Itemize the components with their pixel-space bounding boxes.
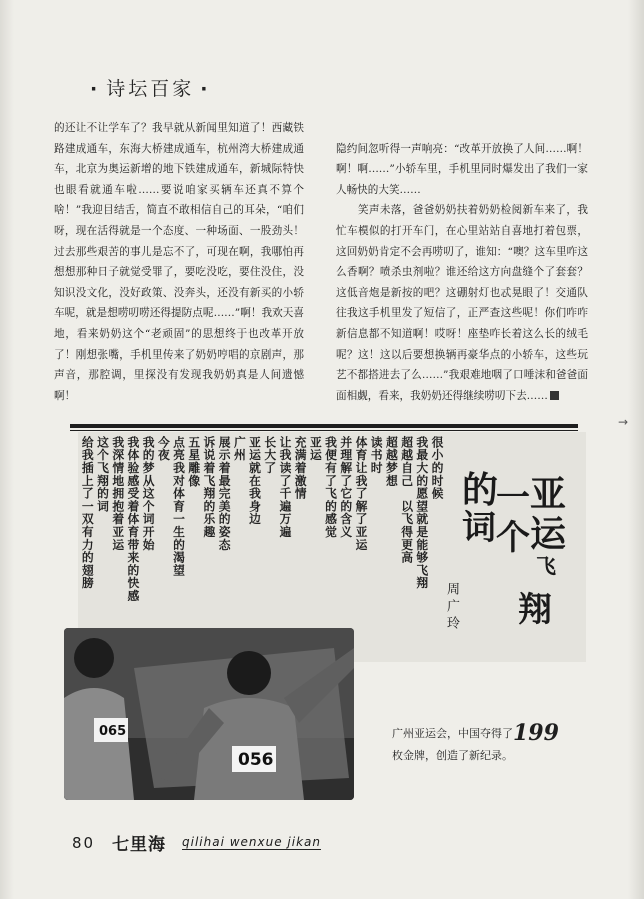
bib-left: 065 xyxy=(99,724,127,739)
athletes-photo xyxy=(64,628,354,800)
poem-line: 亚运就在我身边 xyxy=(247,436,262,526)
poem-line: 体育让我了解了亚运 xyxy=(353,436,368,552)
poem-line: 五星雕像 xyxy=(186,436,201,488)
title-char: 运 xyxy=(530,513,567,555)
section-title-text: 诗坛百家 xyxy=(106,78,195,100)
poem-line: 我体验感受着体育带来的快感 xyxy=(125,436,140,603)
article-left-text: 的还让不让学车了？我早就从新闻里知道了！西藏铁路建成通车，东海大桥建成通车，杭州湾大桥建成通车，北京为奥运新增的地下铁建成通车，新城际特快也眼看就通车啦……要说咱家买辆车还真不算个啥！”我迎目结舌，简直不敢相信自己的耳朵，“咱们呀，现在活得就是一个态度、一种场面、一股劲头！过去那些艰苦的事儿是忘不了，可现在啊，我哪怕再想想那种日子就觉受罪了，要吃没吃，要住没住，没知识没文化，没好政策、没奔头，还没有新买的小轿车呢，就是想唠叨唠还得提防点呢……”啊！我欢天喜地，看来奶奶这个“老顽固”的思想终于也改革开放了！刚想张嘴，手机里传来了奶奶哼唱的京剧声，那声音，那腔调，里探没有发现我奶奶真是人间遗憾啊！ xyxy=(54,122,304,402)
poem-line: 充满着激情 xyxy=(293,436,308,500)
margin-mark: → xyxy=(618,415,629,429)
photo-caption xyxy=(392,722,592,767)
poem-body xyxy=(80,436,444,656)
poem-line: 给我插上了一双有力的翅膀 xyxy=(80,436,95,590)
caption-text-after: 枚金牌，创造了新纪录。 xyxy=(392,749,513,762)
poem-line: 点亮我对体育一生的渴望 xyxy=(171,436,186,577)
poem-line: 超越自己 以飞得更高 xyxy=(399,436,414,564)
poem-line: 我深情地拥抱着亚运 xyxy=(110,436,125,552)
article-right-column xyxy=(336,118,588,406)
title-char: 个 xyxy=(496,518,530,558)
section-title xyxy=(84,74,216,101)
poem-author: 周广玲 xyxy=(444,582,459,633)
title-char: 词 xyxy=(462,508,496,548)
poem-line: 读书时 xyxy=(369,436,384,475)
magazine-pinyin: qilihai wenxue jikan xyxy=(182,835,322,849)
title-char: 一 xyxy=(496,478,530,518)
poem-line: 展示着最完美的姿态 xyxy=(217,436,232,552)
poem-line: 超越梦想 xyxy=(384,436,399,488)
article-left-column xyxy=(54,118,304,406)
title-dot-left: · xyxy=(90,78,101,100)
poem-line: 这个飞翔的词 xyxy=(95,436,110,513)
title-char: 飞 xyxy=(536,554,556,578)
poem-line: 长大了 xyxy=(262,436,277,475)
divider-thin xyxy=(70,430,578,431)
title-char: 亚 xyxy=(530,473,567,515)
poem-line: 诉说着飞翔的乐趣 xyxy=(201,436,216,539)
footer xyxy=(72,830,332,854)
title-char: 翔 xyxy=(518,590,552,630)
end-mark-icon xyxy=(550,391,559,400)
poem-line: 让我读了千遍万遍 xyxy=(277,436,292,539)
poem-line: 广州 xyxy=(232,436,247,462)
page-number: 80 xyxy=(72,834,96,852)
athletes-photo-illustration xyxy=(64,628,354,800)
magazine-logo: 七里海 xyxy=(112,835,166,855)
poem-line: 今夜 xyxy=(156,436,171,462)
caption-number: 199 xyxy=(513,720,559,746)
title-dot-right: · xyxy=(200,78,211,100)
title-char: 的 xyxy=(462,469,499,511)
poem-line: 亚运 xyxy=(308,436,323,462)
bib-right: 056 xyxy=(238,750,274,770)
poem-line: 我最大的愿望就是能够飞翔 xyxy=(414,436,429,590)
poem-line: 我的梦从这个词开始 xyxy=(141,436,156,552)
article-right-text: 隐约间忽听得一声响亮：“改革开放换了人间……啊！啊！啊……”小轿车里，手机里同时爆发出了我们一家人畅快的大笑…… 笑声未落，爸爸奶奶扶着奶奶检阅新车来了，我忙车模似的打开车门，在心里站站自喜地打着包票，这回奶奶肯定不会再唠叨了，谁知：“噢？这车里咋这么香啊？喷杀虫剂啦？谁还给这方向盘缝个了套套？这低音炮是新按的吧？这硼射灯也忒晃眼了！交通队往我这手机里发了短信了，正严查这些呢！你们咋咋新信息都不知道啊！哎呀！座垫咋长着这么长的绒毛呢？这！这以后要想换辆再豪华点的小轿车，这些玩艺不都搭进去了么……”我艰难地咽了口唾沫和爸爸面面相觑，看来，我奶奶还得继续唠叨下去…… xyxy=(336,142,588,402)
poem-line: 并理解了它的含义 xyxy=(338,436,353,539)
poem-line: 很小的时候 xyxy=(430,436,444,500)
caption-text-before: 广州亚运会，中国夺得了 xyxy=(392,727,513,740)
poem-line: 我便有了飞的感觉 xyxy=(323,436,338,539)
divider-thick xyxy=(70,424,578,428)
